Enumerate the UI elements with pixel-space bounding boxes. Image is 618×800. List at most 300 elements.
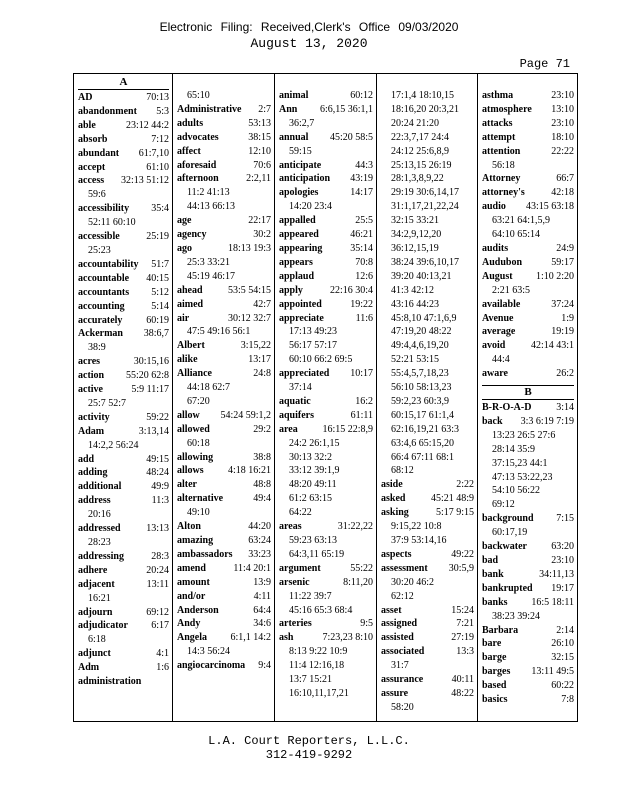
page-line-reference: 40:11: [451, 674, 474, 686]
page-line-reference: 8:11,20: [343, 576, 373, 588]
index-entry: [482, 651, 574, 665]
page-line-reference: 13:7 15:21: [289, 674, 333, 686]
index-entry: [482, 298, 574, 312]
index-word: access: [78, 175, 105, 187]
index-word: assessment: [381, 562, 428, 574]
index-word: B-R-O-A-D: [482, 402, 532, 414]
page-line-reference: 55:4,5,7,18,23: [391, 368, 449, 380]
index-entry: [381, 451, 474, 465]
index-entry: [78, 480, 169, 494]
index-word: Anderson: [177, 604, 219, 616]
index-word: additional: [78, 481, 122, 493]
index-word: aside: [381, 479, 403, 491]
page-line-reference: 44:13 66:13: [187, 201, 236, 213]
page-line-reference: 44:4: [492, 354, 510, 366]
index-entry: [78, 286, 169, 300]
page-line-reference: 11:3: [151, 495, 169, 507]
page-number: Page 71: [519, 57, 570, 71]
index-word: able: [78, 119, 96, 131]
page-line-reference: 61:2 63:15: [289, 493, 333, 505]
index-word: accessibility: [78, 203, 130, 215]
page-line-reference: 61:10: [146, 161, 169, 173]
page-line-reference: 17:1,4 18:10,15: [391, 90, 455, 101]
index-word: available: [482, 298, 521, 310]
page-line-reference: 28:1,3,8,9,22: [391, 173, 444, 185]
index-entry: [381, 492, 474, 506]
page-line-reference: 59:17: [551, 256, 574, 268]
index-entry: [78, 119, 169, 133]
index-entry: [177, 548, 271, 562]
page-line-reference: 56:17 57:17: [289, 340, 338, 352]
index-word: audio: [482, 201, 506, 213]
index-word: Administrative: [177, 103, 242, 115]
index-word: apply: [279, 284, 303, 296]
page-line-reference: 44:3: [355, 159, 373, 171]
index-entry: [177, 367, 271, 409]
page-line-reference: 14:17: [350, 187, 373, 199]
index-entry: [177, 159, 271, 173]
index-entry: [482, 637, 574, 651]
index-word: alike: [177, 354, 198, 366]
index-entry: [177, 103, 271, 117]
page-line-reference: 44:18 62:7: [187, 382, 231, 394]
page-line-reference: 6:6,15 36:1,1: [319, 103, 373, 115]
index-word: and/or: [177, 590, 206, 602]
page-line-reference: 60:15,17 61:1,4: [391, 409, 455, 421]
page-line-reference: 13:23 26:5 27:6: [492, 429, 556, 441]
page-line-reference: 22:17: [248, 215, 271, 227]
page-line-reference: 48:8: [253, 479, 271, 491]
index-entry: [279, 562, 373, 576]
index-entry: [279, 367, 373, 395]
index-word: appeared: [279, 229, 319, 241]
page-line-reference: 30:13 32:2: [289, 451, 333, 463]
index-word: adults: [177, 117, 204, 129]
page-line-reference: 5:12: [151, 286, 169, 298]
index-entry: [482, 665, 574, 679]
index-entry: [381, 437, 474, 451]
page-line-reference: 7:23,23 8:10: [322, 632, 373, 644]
index-entry: [381, 506, 474, 548]
index-entry: [78, 202, 169, 230]
index-entry: [482, 186, 574, 200]
page-line-reference: 42:7: [253, 298, 271, 310]
index-entry: [482, 242, 574, 256]
index-entry: [482, 693, 574, 707]
page-line-reference: 2:22: [456, 479, 474, 491]
page-line-reference: 9:4: [258, 660, 271, 672]
index-entry: [177, 604, 271, 618]
page-line-reference: 3:3 6:19 7:19: [520, 415, 574, 427]
page-line-reference: 34:11,13: [539, 568, 574, 580]
index-word: age: [177, 215, 192, 227]
index-word: appearing: [279, 242, 323, 254]
page-line-reference: 69:12: [492, 499, 515, 511]
page-line-reference: 22:3,7,17 24:4: [391, 131, 450, 143]
index-word: Alton: [177, 521, 201, 533]
page-line-reference: 60:18: [187, 437, 210, 449]
index-entry: [381, 423, 474, 437]
index-entry: [482, 540, 574, 554]
index-entry: [177, 242, 271, 284]
index-entry: [482, 117, 574, 131]
page-line-reference: 43:19: [350, 173, 373, 185]
index-word: arsenic: [279, 576, 310, 588]
index-entry: [381, 145, 474, 159]
index-entry: [381, 172, 474, 186]
index-word: activity: [78, 411, 110, 423]
page-line-reference: 16:10,11,17,21: [289, 687, 349, 699]
page-line-reference: 43:16 44:23: [391, 298, 440, 310]
page-line-reference: 14:3 56:24: [187, 646, 231, 658]
page-line-reference: 55:20 62:8: [125, 370, 169, 382]
page-line-reference: 30:5,9: [448, 562, 474, 574]
index-entry: [177, 492, 271, 520]
page-line-reference: 49:15: [146, 453, 169, 465]
index-entry: [381, 298, 474, 312]
page-line-reference: 54:24 59:1,2: [220, 409, 271, 421]
page-line-reference: 53:13: [248, 117, 271, 129]
index-word: basics: [482, 694, 508, 706]
page-line-reference: 32:13 51:12: [120, 175, 169, 187]
index-entry: [482, 103, 574, 117]
index-entry: [279, 214, 373, 228]
index-word: Barbara: [482, 624, 519, 636]
index-word: action: [78, 370, 105, 382]
hearing-date: August 13, 2020: [250, 36, 368, 51]
page-line-reference: 10:17: [350, 368, 373, 380]
page-line-reference: 33:23: [248, 548, 271, 560]
page-line-reference: 25:13,15 26:19: [391, 159, 452, 171]
index-word: appears: [279, 256, 313, 268]
index-word: anticipation: [279, 173, 331, 185]
index-word: area: [279, 423, 298, 435]
index-entry: [381, 214, 474, 228]
page-line-reference: 70:6: [253, 159, 271, 171]
page-line-reference: 5:14: [151, 300, 169, 312]
index-entry: [482, 270, 574, 298]
page-line-reference: 6:1,1 14:2: [230, 632, 271, 644]
page-line-reference: 3:14: [556, 402, 574, 414]
index-entry: [381, 395, 474, 409]
page-line-reference: 38:6,7: [143, 328, 169, 340]
page-line-reference: 42:18: [551, 187, 574, 199]
index-word: areas: [279, 521, 302, 533]
index-entry: [381, 325, 474, 339]
page-line-reference: 48:20 49:11: [289, 479, 337, 491]
index-word: ago: [177, 242, 192, 254]
page-line-reference: 7:15: [556, 513, 574, 525]
page-line-reference: 59:23 63:13: [289, 535, 338, 546]
index-word: air: [177, 312, 190, 324]
index-entry: [381, 89, 474, 103]
index-column-5: [477, 74, 577, 721]
index-entry: [177, 409, 271, 423]
index-word: add: [78, 453, 95, 465]
index-entry: [381, 367, 474, 381]
index-word: bad: [482, 555, 499, 566]
index-entry: [78, 564, 169, 578]
index-entry: [78, 522, 169, 550]
index-entry: [381, 270, 474, 284]
page-line-reference: 14:2,2 56:24: [88, 439, 139, 451]
page-line-reference: 56:18: [492, 159, 515, 171]
index-word: Attorney: [482, 173, 521, 185]
index-entry: [78, 453, 169, 467]
page-line-reference: 49:10: [187, 507, 210, 519]
index-entry: [177, 172, 271, 214]
index-entry: [279, 228, 373, 242]
index-entry: [78, 369, 169, 383]
page-line-reference: 4:11: [253, 590, 271, 602]
page-line-reference: 28:23: [88, 537, 111, 548]
page-line-reference: 1:9: [561, 312, 574, 324]
index-word: assurance: [381, 674, 424, 686]
index-entry: [482, 131, 574, 145]
index-entry: [279, 617, 373, 631]
index-word: aforesaid: [177, 159, 217, 171]
page-line-reference: 66:4 67:11 68:1: [391, 451, 454, 463]
index-entry: [381, 256, 474, 270]
page-line-reference: 61:11: [350, 409, 373, 421]
page-line-reference: 68:12: [391, 465, 414, 477]
index-word: aspects: [381, 548, 412, 560]
page-line-reference: 39:20 40:13,21: [391, 270, 452, 282]
index-entry: [381, 242, 474, 256]
index-word: accurately: [78, 314, 123, 326]
page-line-reference: 5:9 11:17: [131, 384, 169, 396]
page-line-reference: 18:10: [551, 131, 574, 143]
page-line-reference: 14:20 23:4: [289, 201, 333, 213]
page-line-reference: 3:13,14: [138, 425, 169, 437]
index-word: alter: [177, 479, 197, 491]
index-word: bare: [482, 638, 502, 650]
page-line-reference: 23:12 44:2: [125, 119, 169, 131]
index-word: accountability: [78, 258, 139, 270]
page-line-reference: 35:4: [151, 203, 169, 215]
index-entry: [381, 562, 474, 604]
page-line-reference: 17:13 49:23: [289, 326, 338, 338]
index-entry: [381, 103, 474, 117]
index-entry: [177, 451, 271, 465]
index-word: bank: [482, 568, 504, 580]
page-line-reference: 4:18 16:21: [227, 465, 271, 477]
index-word: aware: [482, 368, 508, 380]
index-entry: [78, 147, 169, 161]
index-entry: [279, 631, 373, 701]
letter-heading: B: [482, 385, 574, 400]
index-word: agency: [177, 229, 207, 241]
index-entry: [177, 117, 271, 131]
index-entry: [381, 464, 474, 478]
page-line-reference: 25:23: [88, 244, 111, 256]
page-line-reference: 40:15: [146, 272, 169, 284]
page-line-reference: 49:22: [451, 548, 474, 560]
index-column-3: [274, 74, 376, 721]
page-line-reference: 25:7 52:7: [88, 397, 127, 409]
page-line-reference: 18:13 19:3: [227, 242, 271, 254]
index-entry: [279, 270, 373, 284]
page-line-reference: 59:6: [88, 189, 106, 201]
index-word: audits: [482, 242, 509, 254]
page-line-reference: 46:21: [350, 229, 373, 241]
page-line-reference: 12:10: [248, 145, 271, 157]
index-column-1: [74, 74, 172, 721]
index-entry: [482, 554, 574, 568]
index-word: adding: [78, 467, 108, 479]
reporter-phone: 312-419-9292: [265, 748, 353, 762]
index-word: administration: [78, 676, 142, 688]
index-word: afternoon: [177, 173, 219, 185]
index-word: anticipate: [279, 159, 322, 171]
index-word: asset: [381, 604, 402, 616]
index-word: appointed: [279, 298, 322, 310]
index-word: abandonment: [78, 105, 137, 117]
index-word: AD: [78, 92, 93, 103]
page-line-reference: 19:17: [551, 582, 574, 594]
index-entry: [78, 272, 169, 286]
page-line-reference: 53:5 54:15: [227, 284, 271, 296]
index-entry: [177, 659, 271, 673]
index-entry: [177, 590, 271, 604]
page-line-reference: 11:2 41:13: [187, 187, 230, 199]
index-word: Adm: [78, 662, 100, 674]
index-entry: [279, 298, 373, 312]
page-line-reference: 1:10 2:20: [535, 270, 574, 282]
page-line-reference: 42:14 43:1: [530, 340, 574, 352]
page-line-reference: 60:10 66:2 69:5: [289, 354, 353, 366]
page-line-reference: 35:14: [350, 242, 373, 254]
index-entry: [78, 161, 169, 175]
index-word: amazing: [177, 535, 214, 546]
page-line-reference: 63:24: [248, 535, 271, 546]
index-entry: [279, 256, 373, 270]
page-line-reference: 30:15,16: [133, 356, 169, 368]
index-entry: [177, 284, 271, 298]
page-line-reference: 49:4,4,6,19,20: [391, 340, 449, 352]
index-entry: [177, 478, 271, 492]
index-entry: [381, 228, 474, 242]
page-line-reference: 38:9: [88, 342, 106, 354]
index-word: active: [78, 384, 103, 396]
page-line-reference: 19:19: [551, 326, 574, 338]
index-entry: [78, 91, 169, 105]
index-entry: [78, 606, 169, 620]
page-line-reference: 25:19: [146, 231, 169, 243]
page-line-reference: 9:15,22 10:8: [391, 521, 442, 533]
page-line-reference: 70:13: [146, 92, 169, 103]
index-word: amount: [177, 576, 210, 588]
page-line-reference: 5:3: [156, 105, 169, 117]
index-word: allow: [177, 409, 200, 421]
page-line-reference: 13:9: [253, 576, 271, 588]
index-word: aquifers: [279, 409, 314, 421]
index-entry: [177, 576, 271, 590]
index-entry: [177, 131, 271, 145]
page-line-reference: 55:22: [350, 562, 373, 574]
index-word: asked: [381, 493, 406, 505]
index-entry: [177, 214, 271, 228]
page-line-reference: 54:10 56:22: [492, 485, 541, 497]
page-line-reference: 6:17: [151, 620, 169, 632]
index-word: amend: [177, 562, 206, 574]
index-entry: [482, 415, 574, 512]
index-entry: [279, 103, 373, 131]
index-entry: [279, 159, 373, 173]
index-entry: [381, 159, 474, 173]
page-line-reference: 62:16,19,21 63:3: [391, 423, 460, 435]
page-line-reference: 18:16,20 20:3,21: [391, 103, 460, 115]
index-word: adjourn: [78, 606, 113, 618]
index-entry: [279, 284, 373, 298]
index-word: bankrupted: [482, 582, 533, 594]
page-line-reference: 2:2,11: [246, 173, 271, 185]
index-word: based: [482, 680, 507, 692]
page-line-reference: 13:13: [146, 523, 169, 535]
page-line-reference: 29:2: [253, 423, 271, 435]
page-line-reference: 43:15 63:18: [525, 201, 574, 213]
index-word: affect: [177, 145, 201, 157]
index-entry: [381, 186, 474, 200]
index-word: attorney's: [482, 187, 525, 199]
index-word: Albert: [177, 340, 205, 352]
index-entry: [381, 284, 474, 298]
page-line-reference: 33:12 39:1,9: [289, 465, 340, 477]
page-line-reference: 19:22: [350, 298, 373, 310]
index-word: banks: [482, 596, 508, 608]
page-line-reference: 7:8: [561, 694, 574, 706]
page-line-reference: 30:12 32:7: [227, 312, 271, 324]
index-word: atmosphere: [482, 103, 532, 115]
page-line-reference: 64:3,11 65:19: [289, 548, 345, 560]
page-line-reference: 70:8: [355, 256, 373, 268]
index-word: Alliance: [177, 368, 212, 380]
index-word: back: [482, 415, 503, 427]
index-word: adhere: [78, 564, 108, 576]
index-entry: [177, 228, 271, 242]
page-line-reference: 61:7,10: [138, 147, 169, 159]
index-word: accounting: [78, 300, 125, 312]
page-line-reference: 31:22,22: [337, 521, 373, 533]
index-entry: [177, 562, 271, 576]
index-entry: [78, 258, 169, 272]
index-entry: [381, 478, 474, 492]
index-word: accessible: [78, 231, 120, 243]
index-entry: [177, 89, 271, 103]
index-entry: [381, 200, 474, 214]
index-entry: [78, 550, 169, 564]
index-word: accountants: [78, 286, 130, 298]
index-entry: [177, 520, 271, 534]
index-entry: [482, 679, 574, 693]
page-line-reference: 32:15: [551, 652, 574, 664]
page-line-reference: 52:11 60:10: [88, 217, 136, 229]
page-line-reference: 38:8: [253, 451, 271, 463]
page-line-reference: 12:6: [355, 270, 373, 282]
index-word: appalled: [279, 215, 316, 227]
index-entry: [482, 200, 574, 242]
page-line-reference: 6:18: [88, 634, 106, 646]
page-line-reference: 45:21 48:9: [430, 493, 474, 505]
index-entry: [78, 466, 169, 480]
index-word: allows: [177, 465, 204, 477]
page-line-reference: 64:10 65:14: [492, 229, 541, 241]
index-entry: [279, 576, 373, 618]
index-word: annual: [279, 131, 309, 143]
page-line-reference: 48:22: [451, 687, 474, 699]
page-line-reference: 65:10: [187, 90, 210, 101]
index-entry: [78, 314, 169, 328]
